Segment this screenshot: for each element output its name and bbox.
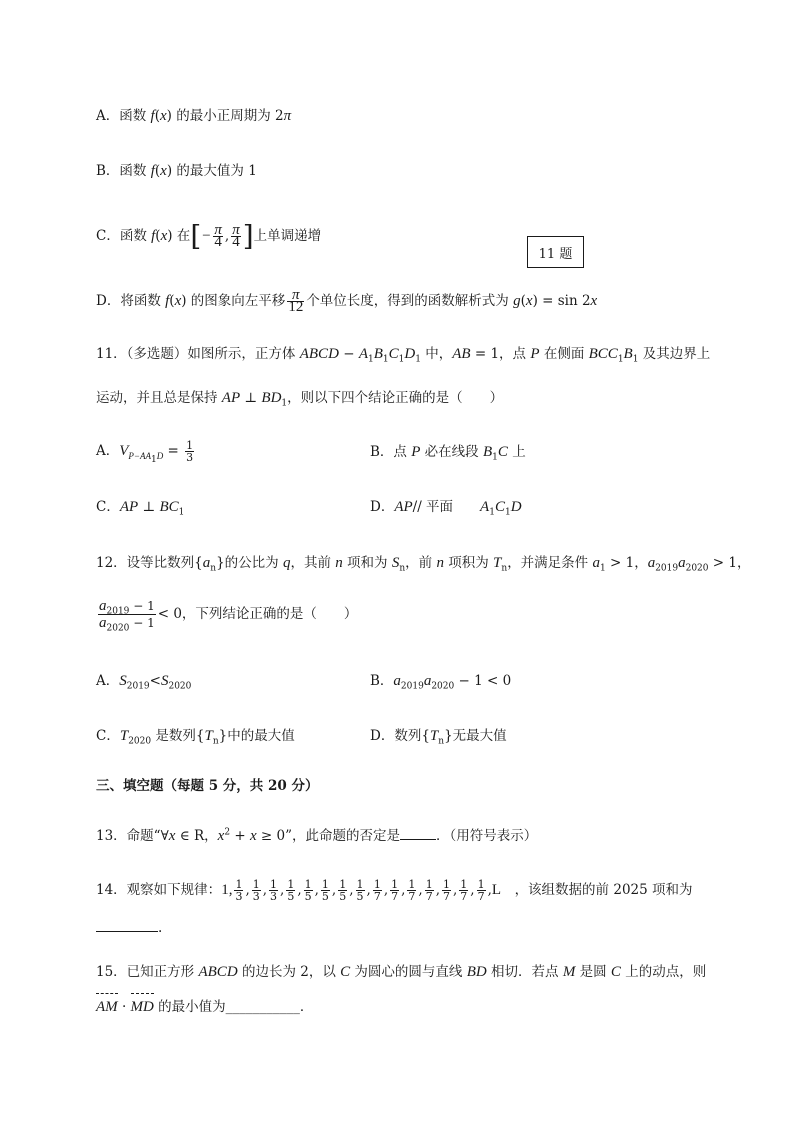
q11-option-d: D．AP// 平面 $A_1C_1D$	[370, 499, 522, 518]
q10-option-c: C．函数 f(x) 在[− $\frac{\pi}{4}$ , $\frac{\pi}{4}$ ]上单调递增	[96, 219, 322, 253]
sequence-fraction: $\frac{1}{5}$	[287, 878, 295, 903]
q15-stem-line1: 15．已知正方形 ABCD 的边长为 2，以 C 为圆心的圆与直线 BD 相切．若点 M 是圆 C 上的动点，则	[96, 964, 707, 980]
q15-stem-line2: AM · MD 的最小值为___________．	[96, 999, 314, 1015]
sequence-fraction: $\frac{1}{7}$	[443, 878, 450, 903]
q10-option-d: D．将函数 f(x) 的图象向左平移 $\frac{\pi}{12}$ 个单位长度，得到的函数解析式为 g(x) = sin 2x	[96, 287, 598, 315]
q11-stem-line1: 11．（多选题）如图所示，正方体 ABCD − $A_1B_1C_1D_1$ 中，AB = 1，点 P 在侧面 $BCC_1B_1$ 及其边界上	[96, 346, 711, 365]
sequence-fraction: $\frac{1}{7}$	[373, 878, 381, 903]
q14-sequence: $\frac{1}{3}$ , $\frac{1}{3}$ , $\frac{1}{3}$ , $\frac{1}{5}$ , $\frac{1}{5}$ , $\frac{1}{5}$ , $\frac{1}{5}$ , $\frac{1}{5}$ , $\frac{1}{7}$ , $\frac{1}{7}$ , $\frac{1}{7}$ , $\frac{1}{7}$ , $\frac{1}{7}$ , $\frac{1}{7}$ , $\frac{1}{7}$ ,	[235, 878, 492, 903]
q13-text: 13．命题“∀x ∈ R，$x^2 + x \ge 0$”，此命题的否定是 ．（用符号表示）	[96, 827, 538, 844]
sequence-fraction: $\frac{1}{7}$	[460, 878, 468, 903]
sequence-fraction: $\frac{1}{3}$	[252, 878, 260, 903]
q11-option-b: B．点 P 必在线段 $B_1C$ 上	[370, 444, 526, 463]
q11-stem-line2: 运动，并且总是保持 AP ⊥ $BD_1$，则以下四个结论正确的是（ ）	[96, 390, 504, 409]
sequence-fraction: $\frac{1}{7}$	[477, 878, 485, 903]
q12-option-a: A．$S_{2019}<S_{2020}$	[96, 673, 192, 692]
q12-stem-line2: $\frac{a_{2019} - 1}{a_{2020} - 1}$ < 0，下列结论正确的是（ ）	[99, 598, 358, 634]
question-11-figure-label: 11 题	[527, 236, 584, 268]
sequence-fraction: $\frac{1}{5}$	[356, 878, 364, 903]
sequence-fraction: $\frac{1}{7}$	[408, 878, 416, 903]
sequence-fraction: $\frac{1}{5}$	[321, 878, 329, 903]
q12-option-d: D．数列$\{T_n\}$无最大值	[370, 728, 507, 747]
sequence-fraction: $\frac{1}{7}$	[425, 878, 433, 903]
sequence-fraction: $\frac{1}{3}$	[270, 878, 278, 903]
q12-option-c: C．$T_{2020}$ 是数列$\{T_n\}$中的最大值	[96, 728, 295, 747]
q11-option-a: A．$V_{P-AA_1D}$ = $\frac{1}{3}$	[96, 439, 194, 465]
q12-option-b: B．$a_{2019}a_{2020} - 1 < 0$	[370, 673, 512, 692]
q14-text: 14．观察如下规律：1, $\frac{1}{3}$ , $\frac{1}{3}$ , $\frac{1}{3}$ , $\frac{1}{5}$ , $\frac{1}{5}$ , $\frac{1}{5}$ , $\frac{1}{5}$ , $\frac{1}{5}$ , $\frac{1}{7}$ , $\frac{1}{7}$ , $\frac{1}{7}$ , $\frac{1}{7}$ , $\frac{1}{7}$ , $\frac{1}{7}$ , $\frac{1}{7}$ ,L ，该组数据的前 2025 项和为	[96, 878, 693, 903]
q12-stem-line1: 12．设等比数列$\{a_n\}$的公比为 q，其前 n 项和为 $S_n$，前 n 项积为 $T_n$，并满足条件 $a_1 > 1$，$a_{2019}a_{2020} > 1$，	[96, 555, 751, 574]
q11-option-c: C．AP ⊥ $BC_1$	[96, 499, 185, 518]
q14-answer-blank: .	[96, 918, 162, 938]
q10-option-b: B．函数 f(x) 的最大值为 1	[96, 163, 257, 179]
sequence-fraction: $\frac{1}{7}$	[391, 878, 399, 903]
q10-option-a: A．函数 f(x) 的最小正周期为 2π	[96, 108, 292, 124]
sequence-fraction: $\frac{1}{3}$	[235, 878, 243, 903]
sequence-fraction: $\frac{1}{5}$	[304, 878, 312, 903]
section-heading-fill-in-blank: 三、填空题（每题 5 分，共 20 分）	[96, 778, 319, 794]
sequence-fraction: $\frac{1}{5}$	[339, 878, 347, 903]
